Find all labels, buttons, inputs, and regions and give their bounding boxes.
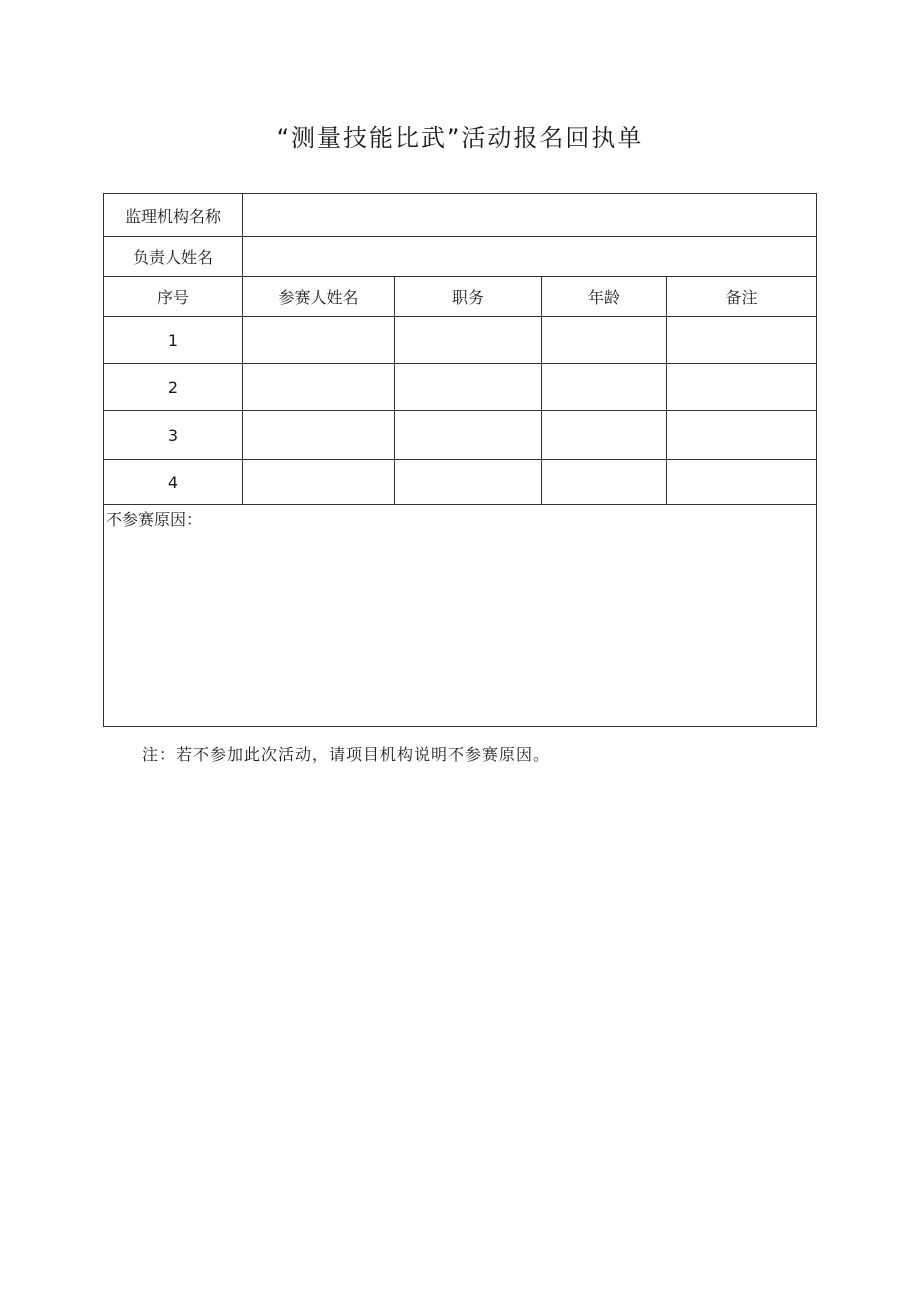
table-header-row [104,277,817,317]
position-cell[interactable] [395,411,542,460]
name-cell[interactable] [243,317,395,364]
seq-cell: 4 [104,460,243,505]
remark-cell[interactable] [667,460,817,505]
footnote: 注：若不参加此次活动，请项目机构说明不参赛原因。 [142,745,551,764]
table-row [104,411,817,460]
table-row [104,317,817,364]
name-cell[interactable] [243,364,395,411]
leader-label: 负责人姓名 [104,237,243,277]
reason-label: 不参赛原因： [106,510,203,529]
name-cell[interactable] [243,460,395,505]
column-header-seq: 序号 [104,277,243,317]
column-header-position: 职务 [395,277,542,317]
position-cell[interactable] [395,364,542,411]
page-title: “测量技能比武”活动报名回执单 [276,124,644,152]
column-header-remark: 备注 [667,277,817,317]
age-cell[interactable] [542,460,667,505]
org-label: 监理机构名称 [104,194,243,237]
remark-cell[interactable] [667,411,817,460]
age-cell[interactable] [542,364,667,411]
seq-cell: 3 [104,411,243,460]
org-value-field[interactable] [243,194,817,237]
column-header-name: 参赛人姓名 [243,277,395,317]
leader-row [104,237,817,277]
remark-cell[interactable] [667,317,817,364]
registration-form-table [103,193,817,727]
reason-field[interactable] [104,505,817,727]
seq-cell: 2 [104,364,243,411]
org-row [104,194,817,237]
remark-cell[interactable] [667,364,817,411]
column-header-age: 年龄 [542,277,667,317]
reason-row [104,505,817,727]
name-cell[interactable] [243,411,395,460]
table-row [104,460,817,505]
age-cell[interactable] [542,411,667,460]
seq-cell: 1 [104,317,243,364]
age-cell[interactable] [542,317,667,364]
position-cell[interactable] [395,317,542,364]
position-cell[interactable] [395,460,542,505]
leader-value-field[interactable] [243,237,817,277]
table-row [104,364,817,411]
